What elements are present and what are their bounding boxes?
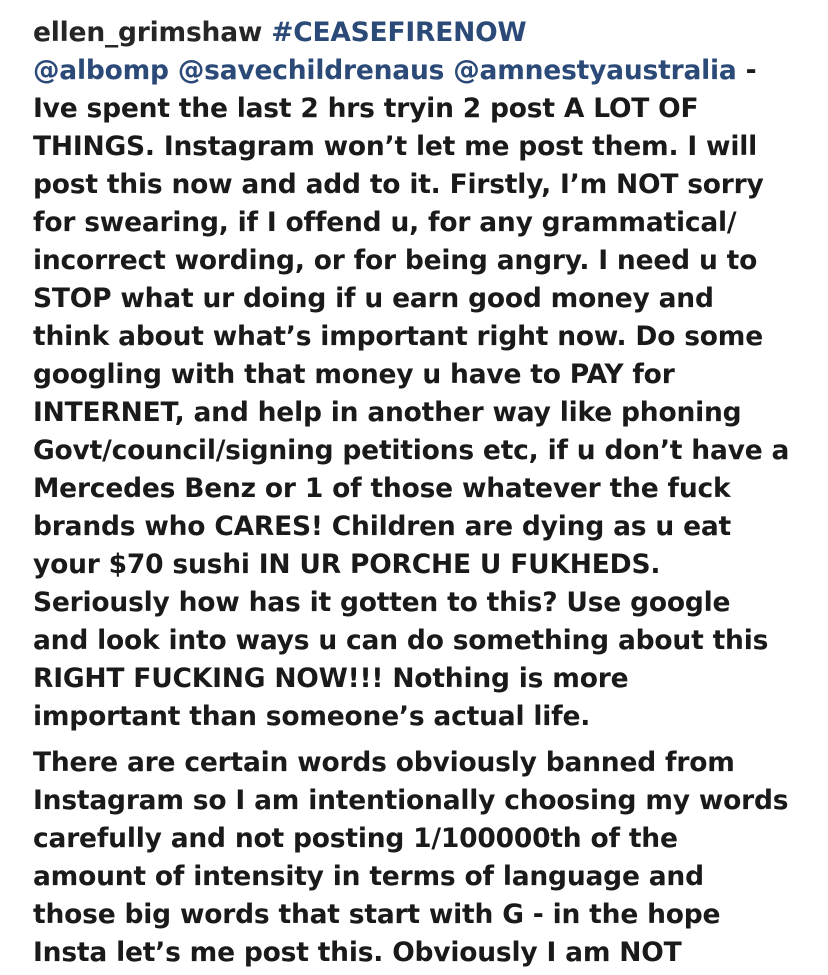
caption-text-line: important than someone’s actual life. [33, 701, 591, 732]
username-link[interactable]: ellen_grimshaw [33, 17, 263, 48]
caption-text-line: brands who CARES! Children are dying as u eat [33, 511, 732, 542]
caption-text-line: Instagram so I am intentionally choosing my words [33, 785, 789, 816]
caption-header-line [33, 14, 823, 52]
caption-text-line: Insta let’s me post this. Obviously I am NOT [33, 937, 682, 968]
post-caption [33, 14, 823, 972]
caption-text-line: for swearing, if I offend u, for any grammatical/ [33, 207, 737, 238]
mention-link[interactable]: @savechildrenaus [177, 55, 445, 86]
caption-text-line: THINGS. Instagram won’t let me post them. I will [33, 131, 757, 162]
caption-text-line: Govt/council/signing petitions etc, if u don’t have a [33, 435, 790, 466]
caption-text-line: googling with that money u have to PAY for [33, 359, 675, 390]
caption-text-line: post this now and add to it. Firstly, I’m NOT sorry [33, 169, 764, 200]
caption-text-line: those big words that start with G - in the hope [33, 899, 721, 930]
caption-text-line: STOP what ur doing if u earn good money and [33, 283, 714, 314]
caption-text-line: your $70 sushi IN UR PORCHE U FUKHEDS. [33, 549, 661, 580]
caption-text-line: and look into ways u can do something about this [33, 625, 769, 656]
caption-paragraph-2 [33, 744, 823, 972]
caption-text-line: Mercedes Benz or 1 of those whatever the fuck [33, 473, 731, 504]
caption-text-line: RIGHT FUCKING NOW!!! Nothing is more [33, 663, 629, 694]
mention-link[interactable]: @albomp [33, 55, 169, 86]
mention-suffix: - [736, 55, 757, 86]
caption-text-line: amount of intensity in terms of language and [33, 861, 704, 892]
caption-text-line: Seriously how has it gotten to this? Use google [33, 587, 731, 618]
mentions-line [33, 52, 823, 90]
caption-text-line: There are certain words obviously banned from [33, 747, 735, 778]
caption-text-line: Ive spent the last 2 hrs tryin 2 post A LOT OF [33, 93, 699, 124]
caption-text-line: incorrect wording, or for being angry. I need u to [33, 245, 758, 276]
hashtag-link[interactable]: #CEASEFIRENOW [271, 17, 527, 48]
caption-text-line: carefully and not posting 1/100000th of the [33, 823, 678, 854]
caption-paragraph-1 [33, 90, 823, 736]
mention-link[interactable]: @amnestyaustralia [453, 55, 737, 86]
caption-text-line: think about what’s important right now. Do some [33, 321, 763, 352]
caption-text-line: INTERNET, and help in another way like phoning [33, 397, 742, 428]
